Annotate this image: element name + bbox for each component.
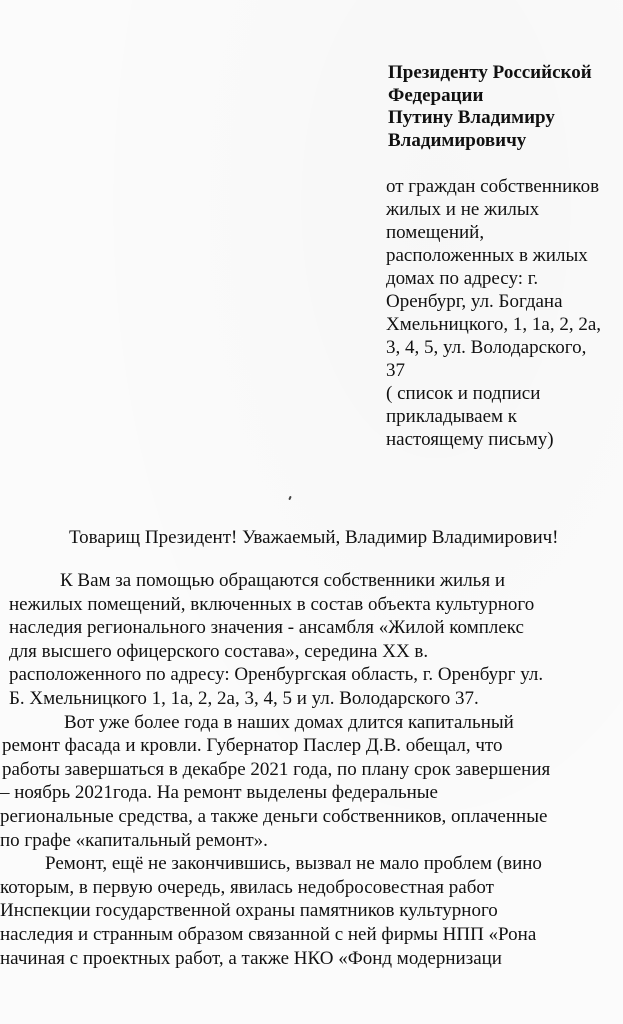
- body-line: работы завершаться в декабре 2021 года, по плану срок завершения: [2, 758, 551, 780]
- sender-line: Хмельницкого, 1, 1а, 2, 2а,: [386, 314, 602, 335]
- body-line: Ремонт, ещё не закончившись, вызвал не мало проблем (вино: [45, 853, 542, 875]
- body-line: Б. Хмельницкого 1, 1а, 2, 2а, 3, 4, 5 и ул. Володарского 37.: [9, 687, 479, 709]
- body-line: по графе «капитальный ремонт».: [0, 829, 268, 851]
- sender-line: домах по адресу: г.: [386, 268, 539, 289]
- sender-line: расположенных в жилых: [386, 245, 588, 266]
- addressee-line: Федерации: [388, 84, 484, 106]
- body-line: Вот уже более года в наших домах длится капитальный: [64, 711, 514, 733]
- body-line: К Вам за помощью обращаются собственники жилья и: [60, 570, 506, 591]
- addressee-line: Владимировичу: [388, 129, 527, 151]
- body-line: региональные средства, а также деньги собственников, оплаченные: [0, 805, 548, 827]
- body-line: нежилых помещений, включенных в состав объекта культурного: [9, 593, 535, 615]
- sender-line: от граждан собственников: [386, 176, 600, 197]
- sender-line: 3, 4, 5, ул. Володарского,: [386, 337, 587, 358]
- letter-body: [0, 569, 623, 970]
- addressee-line: Путину Владимиру: [388, 107, 555, 128]
- body-line: наследия регионального значения - ансамбля «Жилой комплекс: [9, 617, 524, 639]
- body-line: которым, в первую очередь, явилась недобросовестная работ: [0, 876, 494, 898]
- sender-line: ( список и подписи: [386, 383, 541, 404]
- body-line: – ноябрь 2021года. На ремонт выделены федеральные: [0, 782, 438, 804]
- body-line: расположенного по адресу: Оренбургская область, г. Оренбург ул.: [9, 664, 544, 686]
- sender-block: [386, 175, 623, 451]
- sender-line: настоящему письму): [386, 429, 554, 450]
- scan-speck: [288, 496, 292, 500]
- sender-line: жилых и не жилых: [386, 199, 540, 220]
- body-line: ремонт фасада и кровли. Губернатор Паслер Д.В. обещал, что: [2, 735, 503, 757]
- sender-line: помещений,: [386, 222, 485, 243]
- sender-line: прикладываем к: [386, 406, 518, 427]
- body-line: для высшего офицерского состава», середина XX в.: [9, 640, 429, 662]
- sender-line: Оренбург, ул. Богдана: [386, 291, 563, 312]
- sender-line: 37: [386, 360, 405, 381]
- body-line: начиная с проектных работ, а также НКО «Фонд модернизаци: [0, 947, 502, 969]
- addressee-block: [388, 62, 623, 152]
- body-line: наследия и странным образом связанной с ней фирмы НПП «Рона: [0, 923, 537, 945]
- salutation: Товарищ Президент! Уважаемый, Владимир Владимирович!: [69, 527, 559, 548]
- addressee-line: Президенту Российской: [388, 62, 592, 83]
- body-line: Инспекции государственной охраны памятников культурного: [0, 900, 498, 922]
